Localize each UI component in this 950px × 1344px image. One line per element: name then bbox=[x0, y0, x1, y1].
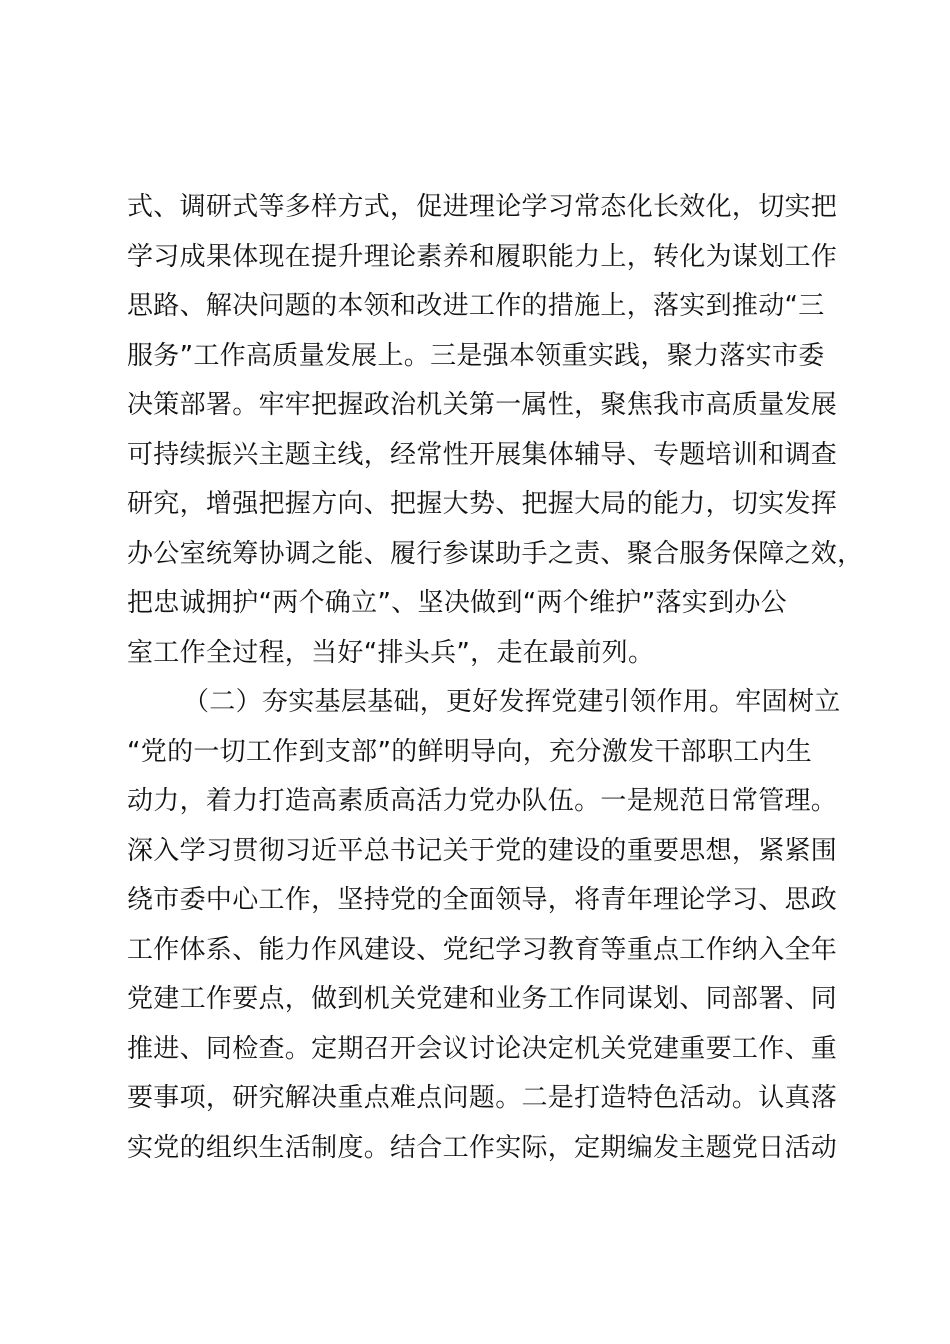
text-line: 研究，增强把握方向、把握大势、把握大局的能力，切实发挥 bbox=[127, 489, 838, 519]
text-line: 党建工作要点，做到机关党建和业务工作同谋划、同部署、同 bbox=[127, 984, 838, 1014]
text-line: 可持续振兴主题主线，经常性开展集体辅导、专题培训和调查 bbox=[127, 439, 838, 470]
text-line: 工作体系、能力作风建设、党纪学习教育等重点工作纳入全年 bbox=[127, 934, 838, 965]
text-line: 学习成果体现在提升理论素养和履职能力上，转化为谋划工作 bbox=[127, 241, 838, 272]
section-heading-line: （二）夯实基层基础，更好发挥党建引领作用。牢固树立 bbox=[183, 687, 841, 717]
text-line: 思路、解决问题的本领和改进工作的措施上，落实到推动“三 bbox=[127, 291, 825, 321]
text-line: 服务”工作高质量发展上。三是强本领重实践，聚力落实市委 bbox=[127, 340, 825, 371]
text-line: 把忠诚拥护“两个确立”、坚决做到“两个维护”落实到办公 bbox=[127, 588, 787, 618]
text-line: 办公室统筹协调之能、履行参谋助手之责、聚合服务保障之效， bbox=[127, 538, 864, 569]
text-line: 绕市委中心工作，坚持党的全面领导，将青年理论学习、思政 bbox=[127, 885, 838, 915]
text-line: 动力，着力打造高素质高活力党办队伍。一是规范日常管理。 bbox=[127, 786, 838, 816]
text-line: 要事项，研究解决重点难点问题。二是打造特色活动。认真落 bbox=[127, 1083, 838, 1113]
text-line: 室工作全过程，当好“排头兵”，走在最前列。 bbox=[127, 637, 655, 668]
body-text bbox=[127, 183, 867, 1173]
text-line: “党的一切工作到支部”的鲜明导向，充分激发干部职工内生 bbox=[127, 736, 813, 767]
text-line: 推进、同检查。定期召开会议讨论决定机关党建重要工作、重 bbox=[127, 1033, 838, 1064]
text-line: 深入学习贯彻习近平总书记关于党的建设的重要思想，紧紧围 bbox=[127, 835, 838, 866]
text-line: 式、调研式等多样方式，促进理论学习常态化长效化，切实把 bbox=[127, 192, 838, 222]
text-line: 决策部署。牢牢把握政治机关第一属性，聚焦我市高质量发展 bbox=[127, 390, 838, 420]
text-line: 实党的组织生活制度。结合工作实际，定期编发主题党日活动 bbox=[127, 1132, 838, 1163]
